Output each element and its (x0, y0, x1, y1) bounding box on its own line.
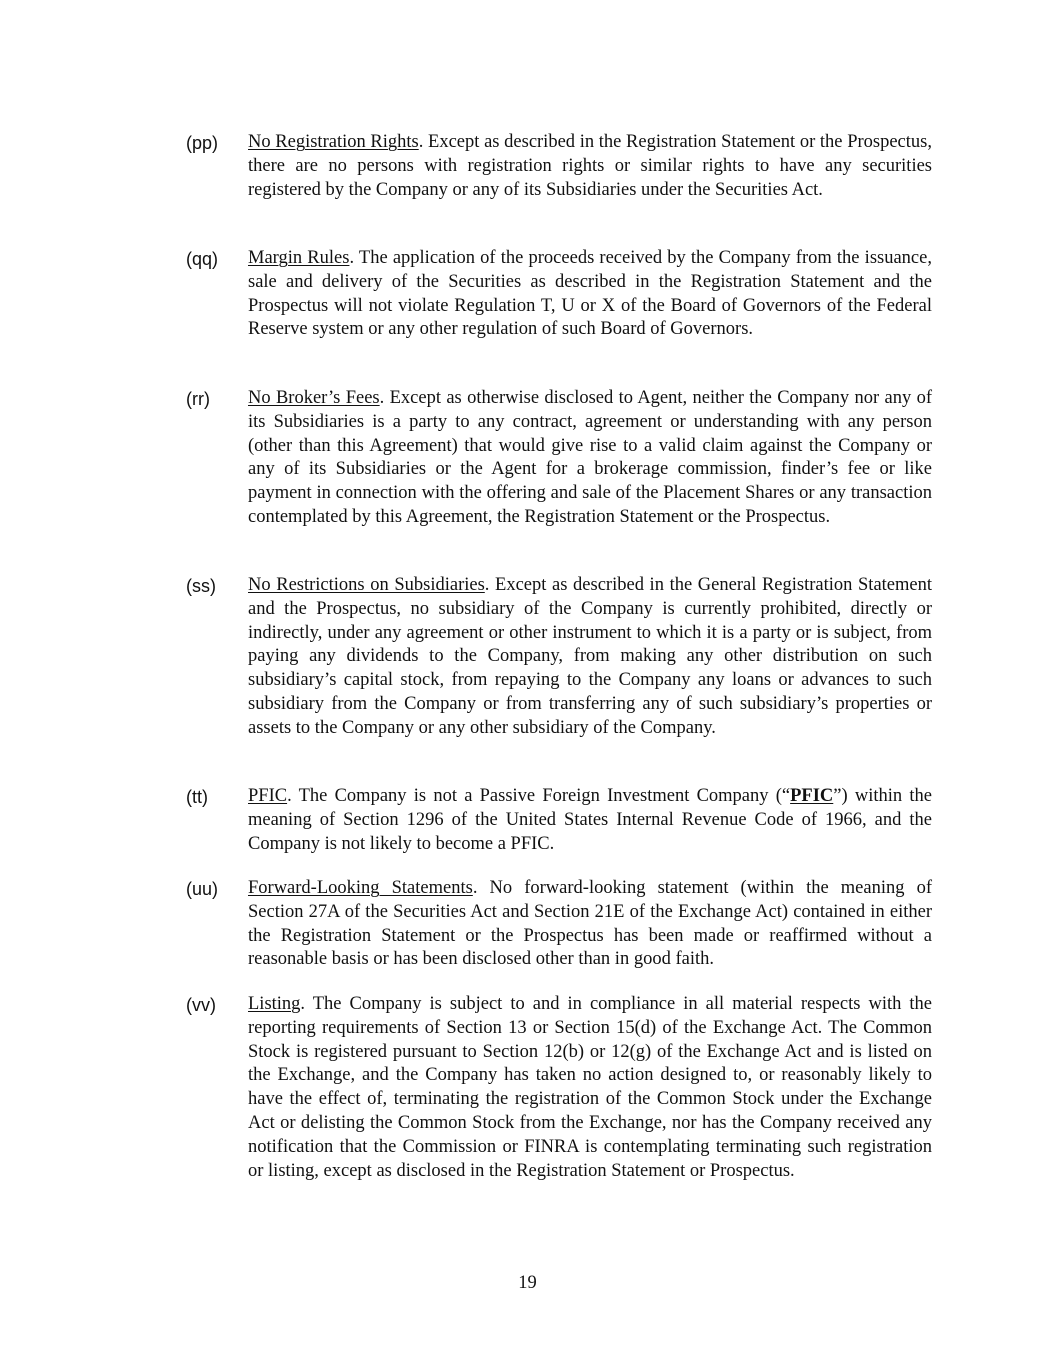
section-body: . No forward-looking statement (within the meaning of Section 27A of the Securities Act and Section 21E of the Exchange Act) contained in either the Registration Statement or the Prospectus has been made or reaffirmed without a reasonable basis or has been disclosed other than in good faith. (248, 878, 932, 970)
section-heading: No Registration Rights (248, 132, 419, 152)
section-text (248, 877, 932, 972)
section-text (248, 574, 932, 741)
section-body-before: . The Company is not a Passive Foreign Investment Company (“ (287, 786, 791, 806)
section-label: (pp) (186, 133, 219, 153)
section-heading: No Restrictions on Subsidiaries (248, 575, 485, 595)
page-number: 19 (518, 1273, 537, 1293)
section-heading: Forward-Looking Statements (248, 878, 473, 898)
section-text (248, 387, 932, 530)
section-text (248, 247, 932, 342)
section-text (248, 131, 932, 202)
section-text (248, 993, 932, 1183)
section-text (248, 785, 932, 856)
section-heading: Listing (248, 994, 301, 1014)
section-body: . The Company is subject to and in compliance in all material respects with the reporting requirements of Section 13 or Section 15(d) of the Exchange Act. The Common Stock is registered pursuant to Section 12(b) or 12(g) of the Exchange Act and is listed on the Exchange, and the Company has taken no action designed to, or reasonably likely to have the effect of, terminating the registration of the Common Stock under the Exchange Act or delisting the Common Stock from the Exchange, nor has the Company received any notification that the Commission or FINRA is contemplating terminating such registration or listing, except as disclosed in the Registration Statement or Prospectus. (248, 994, 932, 1181)
section-heading: PFIC (248, 786, 288, 806)
section-label: (rr) (186, 389, 210, 409)
section-body: . Except as otherwise disclosed to Agent, neither the Company nor any of its Subsidiaries is a party to any contract, agreement or understanding with any person (other than this Agreement) that would give rise to a valid claim against the Company or any of its Subsidiaries or the Agent for a brokerage commission, finder’s fee or like payment in connection with the offering and sale of the Placement Shares or any transaction contemplated by this Agreement, the Registration Statement or the Prospectus. (248, 388, 932, 527)
section-label: (ss) (186, 576, 216, 596)
section-body-after: ”) within the meaning of Section 1296 of the United States Internal Revenue Code of 1966, and the Company is not likely to become a PFIC. (248, 786, 932, 854)
section-heading: No Broker’s Fees (248, 388, 380, 408)
section-body: . Except as described in the Registration Statement or the Prospectus, there are no persons with registration rights or similar rights to have any securities registered by the Company or any of its Subsidiaries under the Securities Act. (248, 132, 932, 200)
section-body: . The application of the proceeds received by the Company from the issuance, sale and delivery of the Securities as described in the Registration Statement and the Prospectus will not violate Regulation T, U or X of the Board of Governors of the Federal Reserve system or any other regulation of such Board of Governors. (248, 248, 932, 340)
section-label: (tt) (186, 787, 208, 807)
section-heading: Margin Rules (248, 248, 350, 268)
section-label: (uu) (186, 879, 219, 899)
section-body: . Except as described in the General Registration Statement and the Prospectus, no subsidiary of the Company is currently prohibited, directly or indirectly, under any agreement or other instrument to which it is a party or is subject, from paying any dividends to the Company, from making any other distribution on such subsidiary’s capital stock, from repaying to the Company any loans or advances to such subsidiary from the Company or from transferring any of such subsidiary’s properties or assets to the Company or any other subsidiary of the Company. (248, 575, 932, 738)
section-label: (qq) (186, 249, 219, 269)
section-label: (vv) (186, 995, 216, 1015)
defined-term: PFIC (790, 786, 834, 806)
